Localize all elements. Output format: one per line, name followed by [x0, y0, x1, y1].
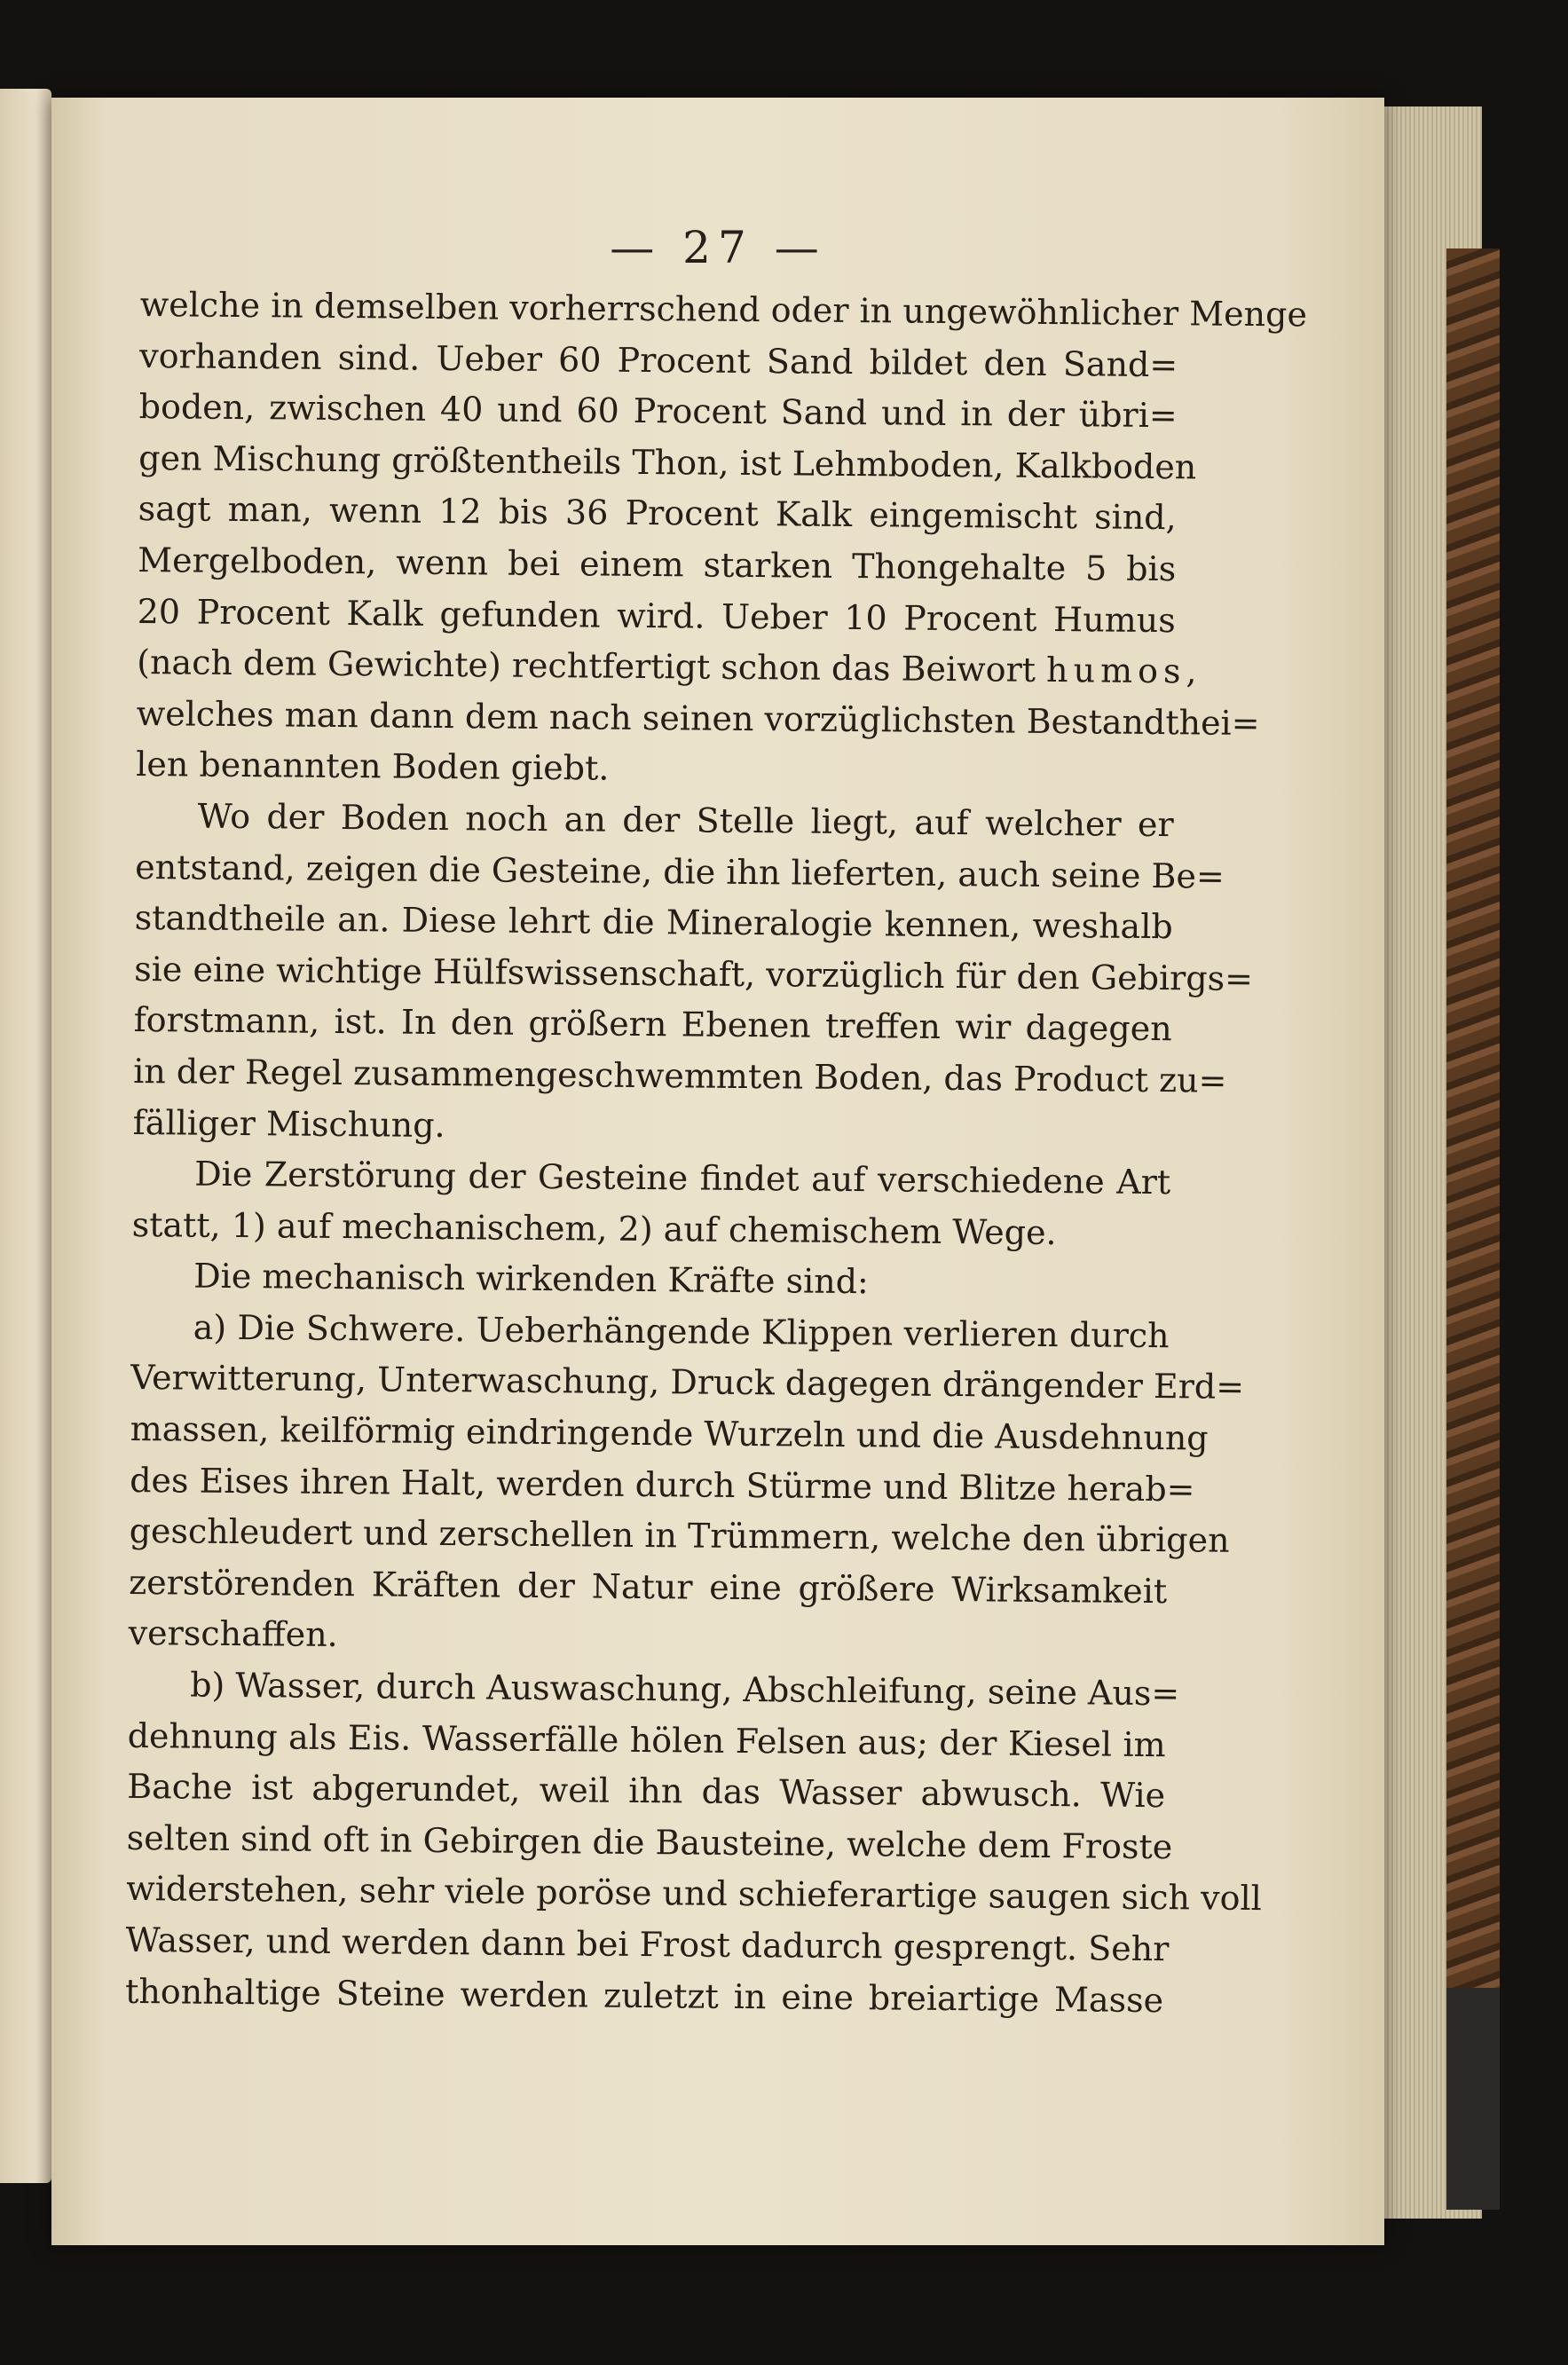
- text-line: fälliger Mischung.: [132, 1102, 445, 1145]
- emphasized-word: humos: [1045, 650, 1186, 691]
- text-line: Bache ist abgerundet, weil ihn das Wasser abwusch. Wie: [126, 1767, 1166, 1816]
- text-line: sagt man, wenn 12 bis 36 Procent Kalk eingemischt sind,: [138, 489, 1177, 538]
- text-line: statt, 1) auf mechanischem, 2) auf chemischem Wege.: [131, 1204, 1057, 1252]
- marbled-cover: [1446, 248, 1500, 2023]
- text-line: dehnung als Eis. Wasserfälle hölen Felsen aus; der Kiesel im: [127, 1715, 1166, 1764]
- text-line: verschaffen.: [128, 1613, 338, 1655]
- text-line: Die Zerstörung der Gesteine findet auf verschiedene Art: [194, 1154, 1171, 1202]
- text-line: forstmann, ist. In den größern Ebenen treffen wir dagegen: [133, 1000, 1172, 1049]
- text-fragment: (nach dem Gewichte) rechtfertigt schon das Beiwort: [137, 642, 1036, 690]
- text-line: widerstehen, sehr viele poröse und schieferartige saugen sich voll: [125, 1869, 1262, 1919]
- text-line: Mergelboden, wenn bei einem starken Thongehalte 5 bis: [138, 540, 1177, 589]
- text-line: gen Mischung größtentheils Thon, ist Lehmboden, Kalkboden: [138, 438, 1197, 487]
- body-text: [124, 280, 1308, 2026]
- cover-bottom: [1446, 1988, 1500, 2210]
- text-line: zerstörenden Kräften der Natur eine größere Wirksamkeit: [128, 1562, 1168, 1611]
- text-line: Wo der Boden noch an der Stelle liegt, auf welcher er: [197, 796, 1174, 845]
- book-page: [51, 98, 1384, 2245]
- text-line: massen, keilförmig eindringende Wurzeln und die Ausdehnung: [130, 1409, 1209, 1458]
- text-line: 20 Procent Kalk gefunden wird. Ueber 10 Procent Humus: [137, 591, 1176, 640]
- text-line: Die mechanisch wirkenden Kräfte sind:: [193, 1256, 870, 1302]
- text-line: Wasser, und werden dann bei Frost dadurch gesprengt. Sehr: [125, 1920, 1170, 1969]
- text-line: len benannten Boden giebt.: [136, 745, 610, 788]
- adjacent-page-edge: [0, 89, 51, 2183]
- text-line: in der Regel zusammengeschwemmten Boden, das Product zu=: [133, 1051, 1227, 1100]
- text-line: welches man dann dem nach seinen vorzüglichsten Bestandthei=: [136, 693, 1260, 743]
- text-line: geschleudert und zerschellen in Trümmern, welche den übrigen: [129, 1511, 1230, 1561]
- text-line: sie eine wichtige Hülfswissenschaft, vorzüglich für den Gebirgs=: [134, 949, 1254, 998]
- text-line: Verwitterung, Unterwaschung, Druck dagegen drängender Erd=: [130, 1358, 1245, 1407]
- text-line: selten sind oft in Gebirgen die Bausteine, welche dem Froste: [126, 1817, 1173, 1867]
- page-number: — 27 —: [610, 222, 826, 273]
- text-line: thonhaltige Steine werden zuletzt in eine breiartige Masse: [124, 1971, 1164, 2020]
- text-line: boden, zwischen 40 und 60 Procent Sand und in der übri=: [138, 387, 1178, 436]
- text-line: welche in demselben vorherrschend oder in ungewöhnlicher Menge: [139, 284, 1308, 335]
- text-line: a) Die Schwere. Ueberhängende Klippen verlieren durch: [193, 1307, 1170, 1356]
- text-fragment: ,: [1186, 651, 1197, 691]
- text-line: des Eises ihren Halt, werden durch Stürme und Blitze herab=: [130, 1460, 1195, 1510]
- text-line: vorhanden sind. Ueber 60 Procent Sand bildet den Sand=: [139, 335, 1178, 384]
- text-line: b) Wasser, durch Auswaschung, Abschleifung, seine Aus=: [189, 1665, 1180, 1714]
- text-line: standtheile an. Diese lehrt die Mineralogie kennen, weshalb: [134, 898, 1173, 947]
- text-line: entstand, zeigen die Gesteine, die ihn lieferten, auch seine Be=: [135, 847, 1225, 896]
- text-line-with-emphasis: [137, 637, 1197, 698]
